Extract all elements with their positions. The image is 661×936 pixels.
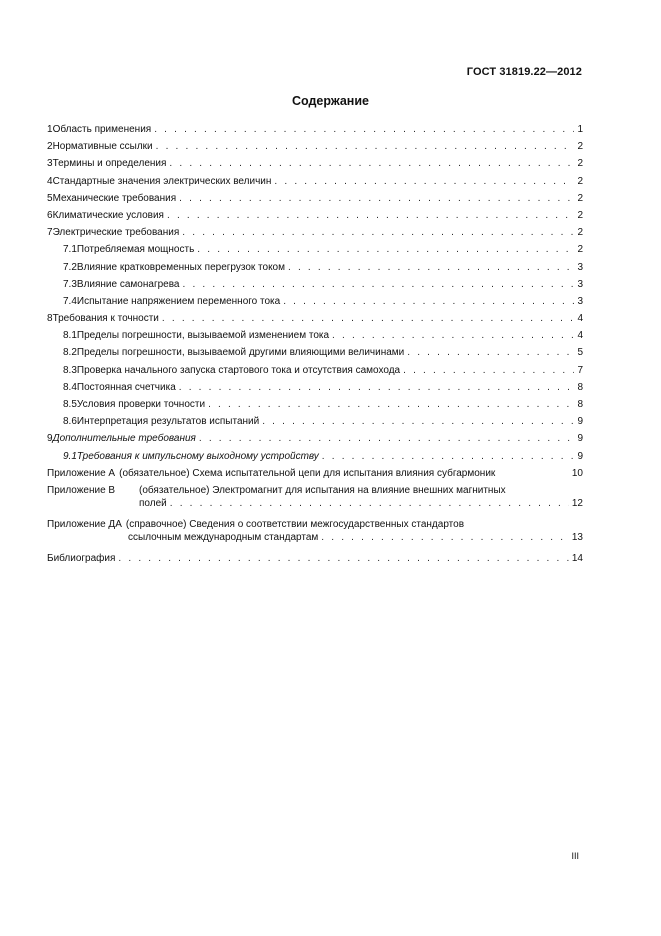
page-title: Содержание xyxy=(291,94,369,108)
toc-bibliography[interactable] xyxy=(47,552,583,569)
toc-number: 6 xyxy=(47,209,53,221)
toc-text: Электрические требования xyxy=(52,227,180,239)
toc-leader xyxy=(403,364,574,377)
toc-page: 14 xyxy=(571,552,583,564)
toc-leader xyxy=(407,346,574,359)
toc-text: Требования к импульсному выходному устройству xyxy=(76,450,319,462)
toc-entry-8-4[interactable] xyxy=(47,381,583,398)
toc-entry-7-1[interactable] xyxy=(47,243,583,260)
toc-page: 8 xyxy=(577,399,583,410)
toc-number: 7.4 xyxy=(63,295,77,307)
toc-page: 2 xyxy=(577,227,583,239)
toc-leader xyxy=(162,312,575,325)
toc-leader xyxy=(167,209,574,222)
toc-entry-1[interactable] xyxy=(47,123,583,140)
toc-number: 1 xyxy=(47,124,53,135)
toc-page: 7 xyxy=(577,364,583,376)
toc-appendix-b[interactable] xyxy=(47,484,583,518)
toc-leader xyxy=(321,531,569,544)
toc-leader xyxy=(118,552,568,565)
toc-entry-7-4[interactable] xyxy=(47,295,583,312)
toc-number: 8.1 xyxy=(63,330,77,342)
appendix-text: (обязательное) Электромагнит для испытания на влияние внешних магнитных xyxy=(139,484,506,496)
toc-text: Пределы погрешности, вызываемой изменением тока xyxy=(76,330,330,342)
toc-page: 2 xyxy=(577,158,583,170)
toc-number: 8.2 xyxy=(63,347,77,359)
toc-entry-8-6[interactable] xyxy=(47,415,583,432)
appendix-text-cont: полей xyxy=(139,497,167,509)
toc-text: Стандартные значения электрических величин xyxy=(52,175,272,187)
toc-text: Влияние самонагрева xyxy=(76,278,180,290)
toc-text: Потребляемая мощность xyxy=(76,244,195,256)
toc-leader xyxy=(169,157,574,170)
appendix-label: Приложение ДА xyxy=(47,518,122,530)
toc-text: Нормативные ссылки xyxy=(52,141,153,153)
toc-leader xyxy=(179,381,575,394)
toc-page: 10 xyxy=(571,467,583,479)
toc-number: 8.6 xyxy=(63,416,77,428)
appendix-text-cont: ссылочным международным стандартам xyxy=(128,531,319,543)
toc-entry-7[interactable] xyxy=(47,226,583,243)
toc-number: 7 xyxy=(47,227,53,239)
toc-page: 2 xyxy=(577,192,583,204)
toc-text: Термины и определения xyxy=(52,158,167,170)
toc-page: 5 xyxy=(577,347,583,359)
toc-page: 2 xyxy=(577,209,583,221)
toc-text: Пределы погрешности, вызываемой другими влияющими величинами xyxy=(76,347,405,359)
appendix-text: (обязательное) Схема испытательной цепи для испытания влияния субгармоник xyxy=(119,467,496,479)
toc-leader xyxy=(182,278,574,291)
toc-page: 9 xyxy=(577,416,583,428)
toc-page: 8 xyxy=(577,381,583,393)
toc-leader xyxy=(288,261,574,274)
toc-entry-8-2[interactable] xyxy=(47,346,583,363)
toc-page: 4 xyxy=(577,330,583,342)
toc-page: 3 xyxy=(577,261,583,273)
toc-text: Область применения xyxy=(52,124,152,135)
toc-leader xyxy=(156,140,575,153)
toc-text: Интерпретация результатов испытаний xyxy=(76,416,260,428)
toc-text: Испытание напряжением переменного тока xyxy=(76,295,281,307)
toc-number: 8.5 xyxy=(63,399,77,410)
toc-leader xyxy=(274,175,574,188)
toc-leader xyxy=(322,450,575,463)
toc-number: 9.1 xyxy=(63,450,77,462)
toc-page: 4 xyxy=(577,313,583,325)
page-number: III xyxy=(571,851,579,861)
toc-text: Условия проверки точности xyxy=(76,399,206,410)
toc-entry-4[interactable] xyxy=(47,175,583,192)
bibliography-label: Библиография xyxy=(47,552,116,564)
toc-page: 12 xyxy=(571,497,583,509)
toc-text: Дополнительные требования xyxy=(52,433,196,445)
toc-leader xyxy=(262,415,574,428)
toc-text: Постоянная счетчика xyxy=(76,381,176,393)
toc-leader xyxy=(197,243,574,256)
toc-text: Климатические условия xyxy=(52,209,164,221)
toc-leader xyxy=(182,226,574,239)
toc-leader xyxy=(154,123,574,136)
toc-leader xyxy=(332,329,574,342)
toc-entry-3[interactable] xyxy=(47,157,583,174)
toc-page: 9 xyxy=(577,450,583,462)
standard-header: ГОСТ 31819.22—2012 xyxy=(466,66,582,78)
appendix-label: Приложение А xyxy=(47,467,116,479)
toc-leader xyxy=(170,497,569,510)
toc-text: Влияние кратковременных перегрузок током xyxy=(76,261,285,273)
toc-page: 2 xyxy=(577,175,583,187)
toc-number: 9 xyxy=(47,433,53,445)
toc-number: 8.3 xyxy=(63,364,77,376)
toc-number: 8.4 xyxy=(63,381,77,393)
toc-text: Проверка начального запуска стартового тока и отсутствия самохода xyxy=(76,364,401,376)
toc-number: 3 xyxy=(47,158,53,170)
toc-leader xyxy=(208,398,574,411)
toc-number: 7.2 xyxy=(63,261,77,273)
toc-number: 4 xyxy=(47,175,53,187)
toc-page: 2 xyxy=(577,141,583,153)
toc-number: 7.3 xyxy=(63,278,77,290)
toc-page: 3 xyxy=(577,295,583,307)
toc-number: 7.1 xyxy=(63,244,77,256)
toc-page: 1 xyxy=(577,124,583,135)
toc-entry-8[interactable] xyxy=(47,312,583,329)
toc-appendix-a[interactable] xyxy=(47,467,583,484)
toc-entry-8-1[interactable] xyxy=(47,329,583,346)
toc-entry-2[interactable] xyxy=(47,140,583,157)
toc-entry-7-3[interactable] xyxy=(47,278,583,295)
toc-entry-5[interactable] xyxy=(47,192,583,209)
toc-number: 2 xyxy=(47,141,53,153)
toc-entry-8-5[interactable] xyxy=(47,398,583,415)
toc-leader xyxy=(283,295,574,308)
toc-text: Механические требования xyxy=(52,192,177,204)
toc-number: 5 xyxy=(47,192,53,204)
appendix-text: (справочное) Сведения о соответствии межгосударственных стандартов xyxy=(125,518,464,530)
toc-entry-7-2[interactable] xyxy=(47,261,583,278)
toc-page: 13 xyxy=(571,531,583,543)
toc-leader xyxy=(199,432,575,445)
toc-entry-9-1[interactable] xyxy=(47,450,583,467)
table-of-contents xyxy=(47,123,583,569)
toc-entry-6[interactable] xyxy=(47,209,583,226)
toc-text: Требования к точности xyxy=(52,313,159,325)
toc-page: 3 xyxy=(577,278,583,290)
toc-number: 8 xyxy=(47,313,53,325)
toc-page: 2 xyxy=(577,244,583,256)
toc-entry-8-3[interactable] xyxy=(47,364,583,381)
appendix-label: Приложение В xyxy=(47,484,116,496)
toc-appendix-da[interactable] xyxy=(47,518,583,552)
toc-entry-9[interactable] xyxy=(47,432,583,449)
toc-leader xyxy=(179,192,574,205)
toc-page: 9 xyxy=(577,433,583,445)
